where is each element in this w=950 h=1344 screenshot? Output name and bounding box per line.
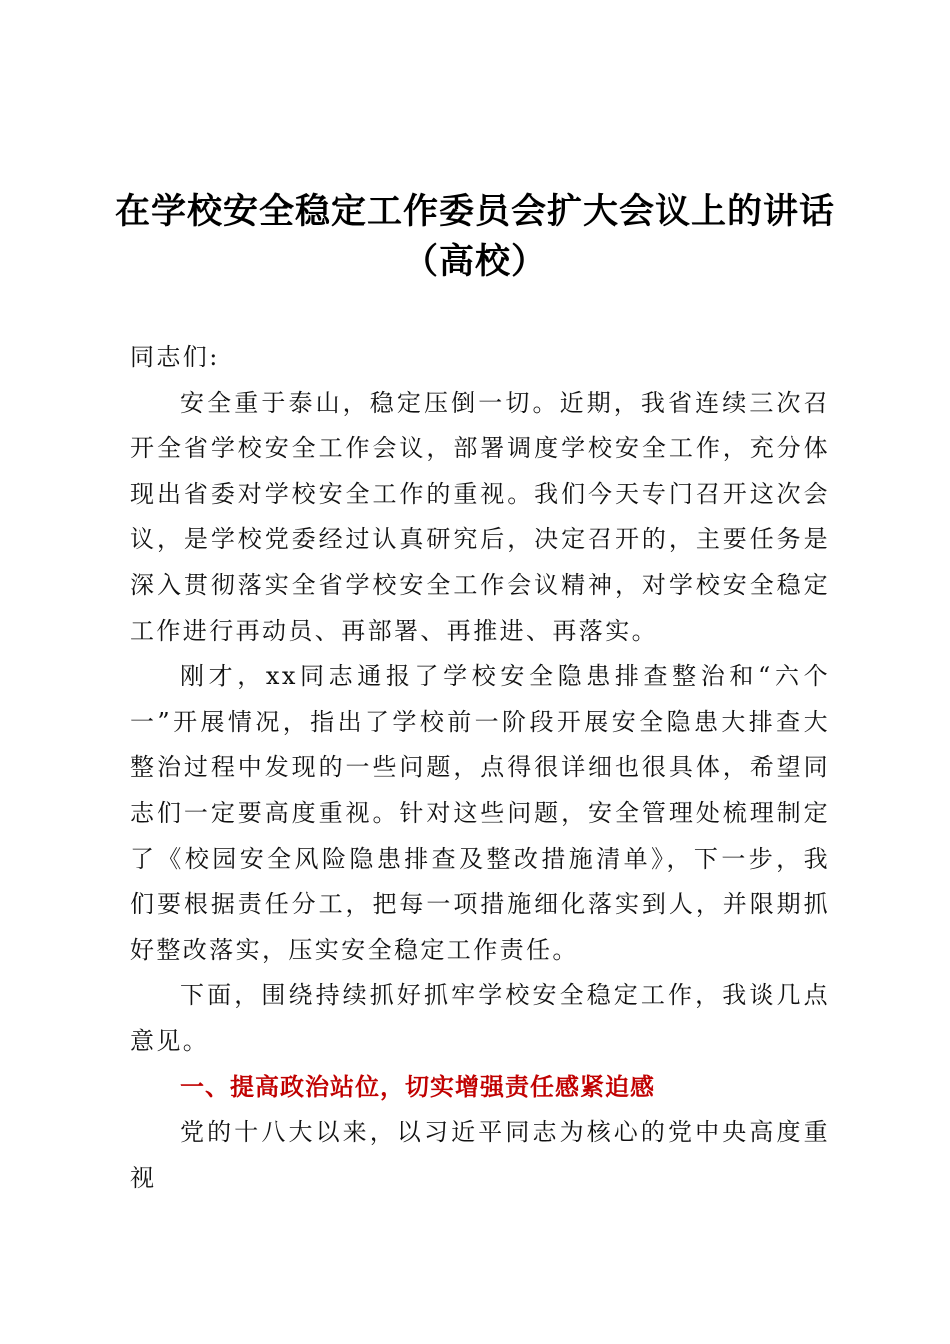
document-body	[130, 335, 830, 1201]
section-1-paragraph: 党的十八大以来，以习近平同志为核心的党中央高度重视	[130, 1118, 830, 1192]
document-title-line-2: （高校）	[402, 242, 547, 282]
paragraph-1: 安全重于泰山，稳定压倒一切。近期，我省连续三次召开全省学校安全工作会议，部署调度学校安全工作，充分体现出省委对学校安全工作的重视。我们今天专门召开这次会议，是学校党委经过认真研究后，决定召开的，主要任务是深入贯彻落实全省学校安全工作会议精神，对学校安全稳定工作进行再动员、再部署、再推进、再落实。	[130, 388, 830, 645]
salutation: 同志们:	[130, 343, 220, 371]
document-title-line-1: 在学校安全稳定工作委员会扩大会议上的讲话	[114, 192, 835, 232]
paragraph-3: 下面，围绕持续抓好抓牢学校安全稳定工作，我谈几点意见。	[130, 981, 830, 1055]
paragraph-2: 刚才，xx同志通报了学校安全隐患排查整治和“六个一”开展情况，指出了学校前一阶段开展安全隐患大排查大整治过程中发现的一些问题，点得很详细也很具体，希望同志们一定要高度重视。针对这些问题，安全管理处梳理制定了《校园安全风险隐患排查及整改措施清单》，下一步，我们要根据责任分工，把每一项措施细化落实到人，并限期抓好整改落实，压实安全稳定工作责任。	[130, 662, 830, 964]
section-heading-1: 一、提高政治站位，切实增强责任感紧迫感	[180, 1072, 655, 1101]
